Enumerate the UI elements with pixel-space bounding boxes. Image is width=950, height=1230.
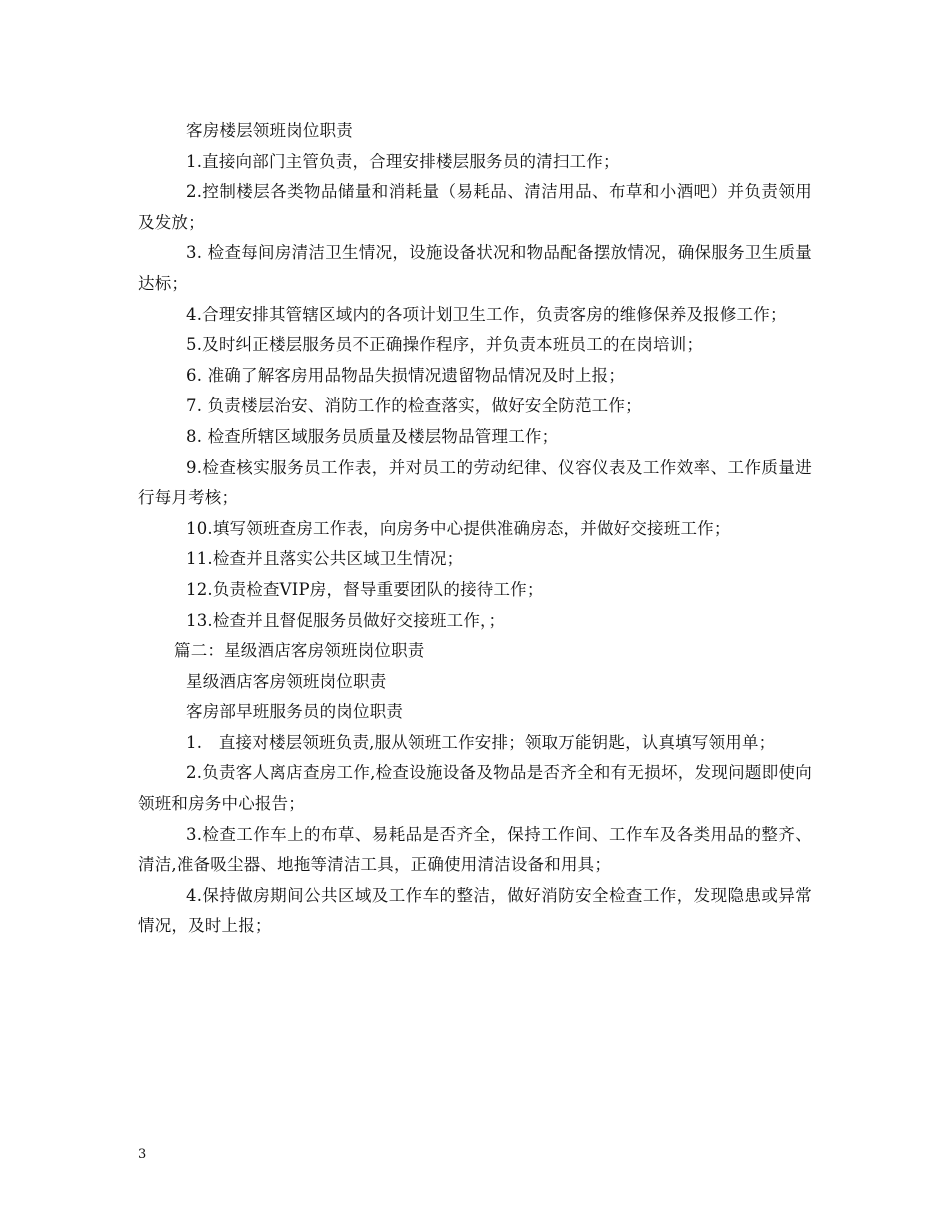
subsection-title: 星级酒店客房领班岗位职责 xyxy=(186,671,387,691)
morning-duty-item-1: 1. 直接对楼层领班负责,服从领班工作安排；领取万能钥匙，认真填写领用单； xyxy=(186,732,776,752)
morning-duty-item-3: 3.检查工作车上的布草、易耗品是否齐全，保持工作间、工作车及各类用品的整齐、清洁,准备吸尘器、地拖等清洁工具，正确使用清洁设备和用具； xyxy=(138,824,812,875)
duty-item-9: 9.检查核实服务员工作表，并对员工的劳动纪律、仪容仪表及工作效率、工作质量进行每月考核； xyxy=(138,457,812,508)
duty-item-5: 5.及时纠正楼层服务员不正确操作程序，并负责本班员工的在岗培训； xyxy=(186,335,704,355)
morning-duty-item-4: 4.保持做房期间公共区域及工作车的整洁，做好消防安全检查工作，发现隐患或异常情况，及时上报； xyxy=(138,885,812,936)
duty-item-8: 8. 检查所辖区域服务员质量及楼层物品管理工作； xyxy=(186,426,559,446)
document-body xyxy=(138,116,812,942)
duty-item-7: 7. 负责楼层治安、消防工作的检查落实，做好安全防范工作； xyxy=(186,396,642,416)
duty-item-2: 2.控制楼层各类物品储量和消耗量（易耗品、清洁用品、布草和小酒吧）并负责领用及发放； xyxy=(138,182,812,232)
morning-duty-item-2: 2.负责客人离店查房工作,检查设施设备及物品是否齐全和有无损坏，发现问题即使向领班和房务中心报告； xyxy=(138,763,812,814)
duty-item-1: 1.直接向部门主管负责，合理安排楼层服务员的清扫工作； xyxy=(186,151,620,171)
duty-item-12: 12.负责检查VIP房，督导重要团队的接待工作； xyxy=(186,579,544,599)
duty-item-4: 4.合理安排其管辖区域内的各项计划卫生工作，负责客房的维修保养及报修工作； xyxy=(186,304,787,324)
duty-item-10: 10.填写领班查房工作表，向房务中心提供准确房态，并做好交接班工作； xyxy=(186,518,731,538)
duty-item-6: 6. 准确了解客房用品物品失损情况遗留物品情况及时上报； xyxy=(186,365,626,385)
subsection-title: 客房部早班服务员的岗位职责 xyxy=(186,702,404,722)
duty-item-3: 3. 检查每间房清洁卫生情况，设施设备状况和物品配备摆放情况，确保服务卫生质量达标； xyxy=(138,243,812,293)
page-number: 3 xyxy=(138,1147,147,1162)
duty-item-11: 11.检查并且落实公共区域卫生情况； xyxy=(186,549,464,569)
chapter-heading: 篇二：星级酒店客房领班岗位职责 xyxy=(174,641,425,661)
duty-item-13: 13.检查并且督促服务员做好交接班工作，； xyxy=(186,610,506,630)
section-title: 客房楼层领班岗位职责 xyxy=(186,121,353,140)
